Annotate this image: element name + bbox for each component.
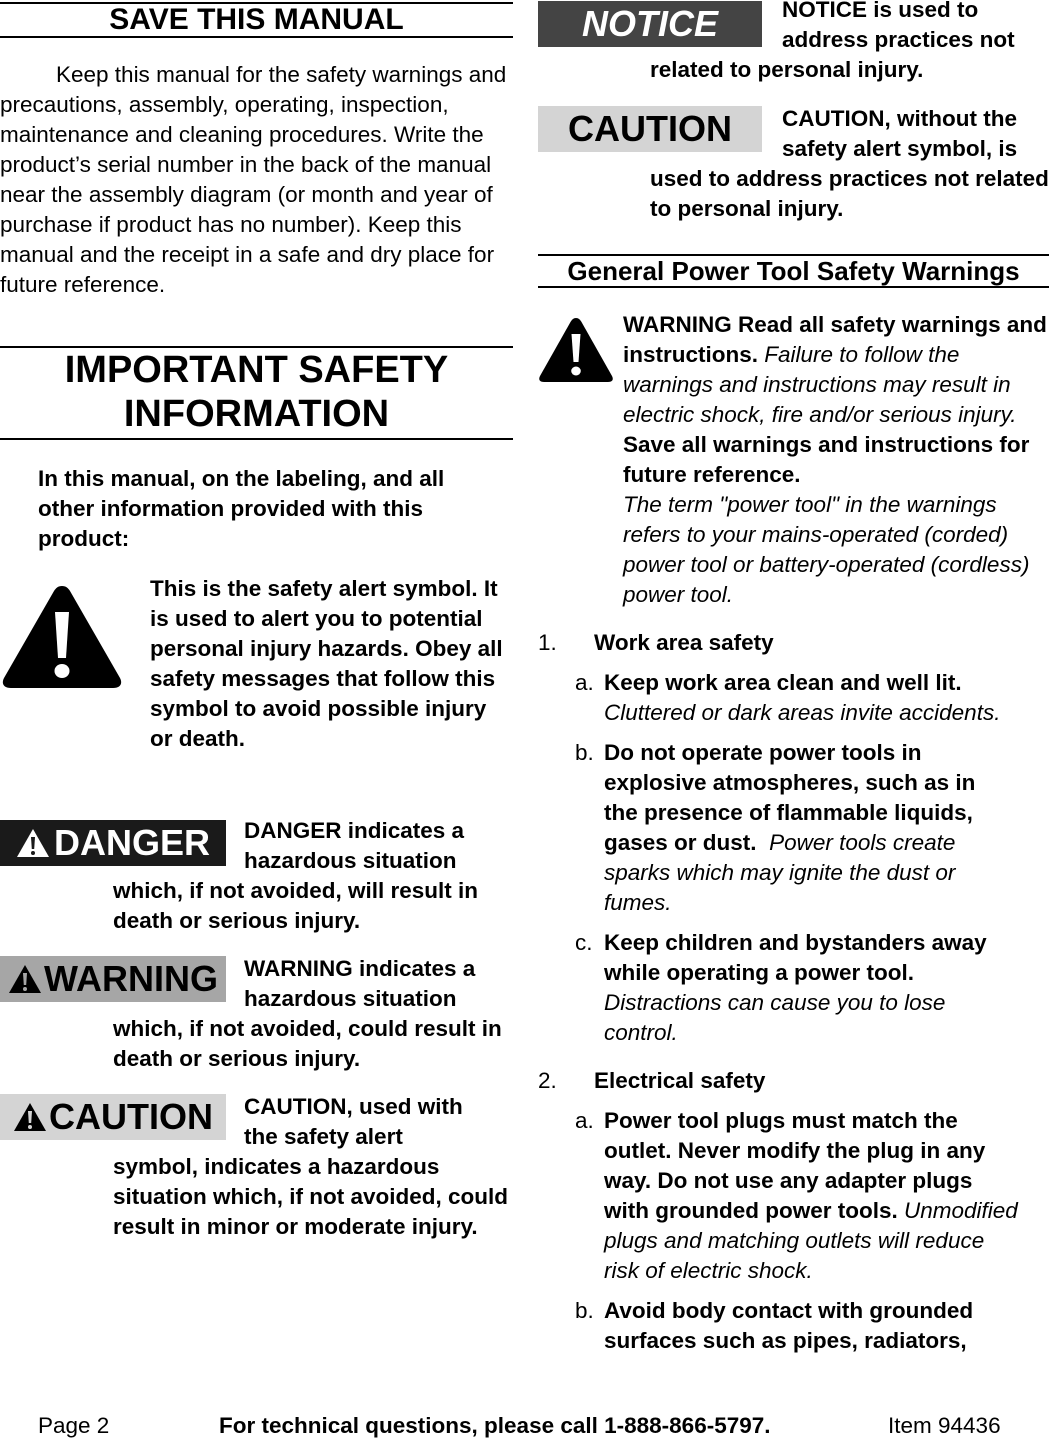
notice-line2: address practices not xyxy=(782,27,1015,52)
list-item xyxy=(538,1106,1049,1286)
footer-page-number: Page 2 xyxy=(38,1413,110,1438)
list-item-letter: b. xyxy=(575,1298,594,1323)
section-work-area-safety xyxy=(538,628,1049,658)
footer-tech-support: For technical questions, please call 1-888-866-5797. xyxy=(219,1413,771,1438)
list-item-bold: Keep work area clean and well lit. xyxy=(604,670,962,695)
caution-badge xyxy=(0,1094,226,1140)
notice-description: related to personal injury. xyxy=(650,57,924,82)
danger-line1: DANGER indicates a xyxy=(244,818,465,843)
save-manual-body: Keep this manual for the safety warnings and precautions, assembly, operating, inspection, maintenance and cleaning procedures. Write the product’s serial number in the back of the manual near the assembly diagram (or month and year of purchase if product has no number). Keep this manual and the receipt in a safe and dry place for future reference. xyxy=(0,62,507,297)
general-warning-bold1: WARNING Read all safety warnings and instructions. xyxy=(623,312,1047,367)
section-electrical-safety xyxy=(538,1066,1049,1096)
caution-no-symbol-badge xyxy=(538,106,762,152)
list-item-bold: Avoid body contact with grounded surfaces such as pipes, radiators, xyxy=(604,1298,974,1353)
section-number: 1. xyxy=(538,630,557,655)
caution-line2: the safety alert xyxy=(244,1124,403,1149)
caution-no-symbol-signal xyxy=(538,104,1049,224)
notice-signal xyxy=(538,0,1049,85)
warning-description: which, if not avoided, could result in death or serious injury. xyxy=(113,1016,502,1071)
list-item-italic: Distractions can cause you to lose control. xyxy=(604,990,946,1045)
warning-line2: hazardous situation xyxy=(244,986,457,1011)
warning-line1: WARNING indicates a xyxy=(244,956,476,981)
right-column xyxy=(538,0,1049,1356)
general-warning-block xyxy=(538,310,1049,610)
list-item xyxy=(538,668,1049,728)
warning-badge-label: WARNING xyxy=(44,958,218,999)
caution-signal xyxy=(0,1092,513,1242)
notice-badge xyxy=(538,1,762,47)
general-warning-italic2: The term "power tool" in the warnings refers to your mains-operated (corded) power tool or battery-operated (cordless) power tool. xyxy=(623,492,1030,607)
danger-badge-label: DANGER xyxy=(53,822,210,863)
list-item-letter: c. xyxy=(575,930,593,955)
warning-badge xyxy=(0,956,226,1002)
general-warning-bold2: Save all warnings and instructions for future reference. xyxy=(623,432,1030,487)
alert-triangle-icon xyxy=(16,828,50,858)
warning-signal xyxy=(0,954,513,1074)
list-item-italic: Unmodified plugs and matching outlets will reduce risk of electric shock. xyxy=(604,1198,1018,1283)
important-lead: In this manual, on the labeling, and all other information provided with this product: xyxy=(38,466,445,551)
list-item-italic: Cluttered or dark areas invite accidents. xyxy=(604,700,1001,725)
section-title: Electrical safety xyxy=(594,1068,766,1093)
general-safety-title: General Power Tool Safety Warnings xyxy=(538,254,1049,288)
safety-alert-symbol-block xyxy=(0,574,513,786)
section-number: 2. xyxy=(538,1068,557,1093)
important-title-line1: IMPORTANT SAFETY xyxy=(64,349,449,391)
caution-no-symbol-description: used to address practices not related to personal injury. xyxy=(650,166,1049,221)
list-item-bold: Power tool plugs must match the outlet. Never modify the plug in any way. Do not use any adapter plugs with grounded power tools. xyxy=(604,1108,986,1223)
notice-badge-label: NOTICE xyxy=(581,3,718,44)
danger-description: which, if not avoided, will result in death or serious injury. xyxy=(113,878,479,933)
list-item-bold: Do not operate power tools in explosive atmospheres, such as in the presence of flammable liquids, gases or dust. xyxy=(604,740,976,855)
list-item xyxy=(538,1296,1049,1356)
alert-triangle-icon xyxy=(13,1102,47,1132)
general-warning-italic1: Failure to follow the warnings and instructions may result in electric shock, fire and/or serious injury. xyxy=(623,342,1017,427)
section-title: Work area safety xyxy=(594,630,774,655)
important-title-line2: INFORMATION xyxy=(123,393,390,435)
caution-no-symbol-line1: CAUTION, without the xyxy=(782,106,1017,131)
important-safety-title xyxy=(0,346,513,440)
list-item-letter: b. xyxy=(575,740,594,765)
notice-line1: NOTICE is used to xyxy=(782,0,979,22)
left-column xyxy=(0,0,513,1242)
general-warning-text xyxy=(538,310,1049,610)
safety-alert-triangle-icon xyxy=(0,582,124,692)
list-item xyxy=(538,738,1049,918)
danger-signal xyxy=(0,816,513,936)
danger-line2: hazardous situation xyxy=(244,848,457,873)
danger-badge xyxy=(0,820,226,866)
list-item-bold: Keep children and bystanders away while operating a power tool. xyxy=(604,930,987,985)
caution-no-symbol-badge-label: CAUTION xyxy=(568,108,732,149)
alert-triangle-icon xyxy=(8,964,42,994)
safety-alert-triangle-icon xyxy=(538,316,614,384)
caution-badge-label: CAUTION xyxy=(49,1096,213,1137)
caution-no-symbol-line2: safety alert symbol, is xyxy=(782,136,1018,161)
safety-alert-text: This is the safety alert symbol. It is used to alert you to potential personal injury hazards. Obey all safety messages that follow this symbol to avoid possible injury or death. xyxy=(150,576,503,751)
caution-description: symbol, indicates a hazardous situation which, if not avoided, could result in minor or moderate injury. xyxy=(113,1154,509,1239)
caution-line1: CAUTION, used with xyxy=(244,1094,463,1119)
list-item-italic: Power tools create sparks which may ignite the dust or fumes. xyxy=(604,830,956,915)
list-item-letter: a. xyxy=(575,1108,594,1133)
save-manual-title: SAVE THIS MANUAL xyxy=(0,2,513,38)
page-footer xyxy=(0,1410,1049,1442)
list-item xyxy=(538,928,1049,1048)
list-item-letter: a. xyxy=(575,670,594,695)
footer-item-number: Item 94436 xyxy=(888,1413,1001,1438)
